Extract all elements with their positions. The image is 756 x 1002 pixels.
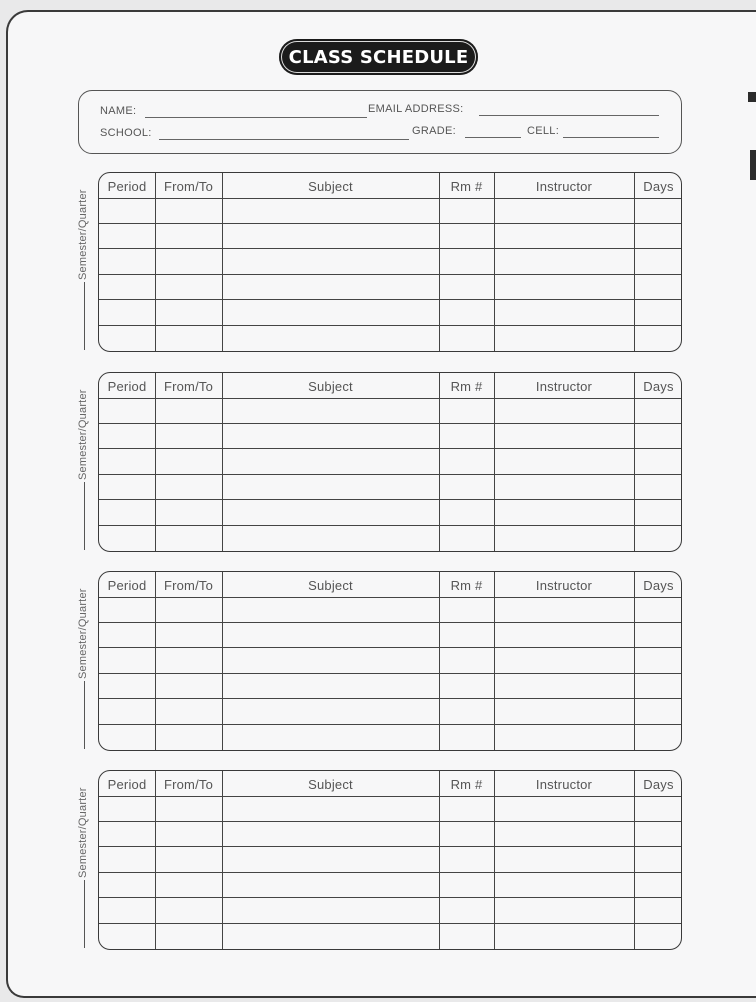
column-header: Period xyxy=(107,776,147,792)
schedule-cell[interactable] xyxy=(156,475,221,498)
schedule-cell[interactable] xyxy=(635,249,682,273)
schedule-cell[interactable] xyxy=(495,300,633,324)
term-label-text: Semester/Quarter xyxy=(77,189,89,280)
schedule-cell[interactable] xyxy=(495,847,633,871)
grade-field[interactable] xyxy=(465,137,521,138)
schedule-cell[interactable] xyxy=(223,500,438,524)
schedule-cell[interactable] xyxy=(495,475,633,498)
schedule-cell[interactable] xyxy=(495,648,633,672)
schedule-cell[interactable] xyxy=(495,449,633,473)
schedule-cell[interactable] xyxy=(495,797,633,820)
schedule-cell[interactable] xyxy=(100,623,154,646)
schedule-cell[interactable] xyxy=(635,449,682,473)
schedule-cell[interactable] xyxy=(495,725,633,749)
schedule-cell[interactable] xyxy=(440,399,493,422)
column-header: Subject xyxy=(308,776,353,792)
schedule-cell[interactable] xyxy=(156,873,221,896)
schedule-cell[interactable] xyxy=(440,224,493,247)
schedule-cell[interactable] xyxy=(223,526,438,550)
schedule-cell[interactable] xyxy=(156,326,221,350)
schedule-cell[interactable] xyxy=(635,898,682,922)
term-label-text: Semester/Quarter xyxy=(77,389,89,480)
schedule-cell[interactable] xyxy=(156,224,221,247)
schedule-table-4 xyxy=(98,770,682,950)
schedule-cell[interactable] xyxy=(223,924,438,948)
schedule-cell[interactable] xyxy=(635,475,682,498)
schedule-cell[interactable] xyxy=(156,648,221,672)
schedule-cell[interactable] xyxy=(100,249,154,273)
schedule-cell[interactable] xyxy=(100,924,154,948)
schedule-cell[interactable] xyxy=(156,526,221,550)
schedule-cell[interactable] xyxy=(635,424,682,447)
schedule-cell[interactable] xyxy=(156,300,221,324)
schedule-cell[interactable] xyxy=(495,199,633,222)
schedule-cell[interactable] xyxy=(440,598,493,621)
schedule-cell[interactable] xyxy=(223,847,438,871)
page-edge-mark xyxy=(748,92,756,102)
schedule-cell[interactable] xyxy=(223,300,438,324)
schedule-cell[interactable] xyxy=(156,623,221,646)
schedule-cell[interactable] xyxy=(100,399,154,422)
column-header: Instructor xyxy=(535,378,593,394)
schedule-cell[interactable] xyxy=(495,526,633,550)
schedule-cell[interactable] xyxy=(223,648,438,672)
schedule-cell[interactable] xyxy=(440,449,493,473)
column-header: Rm # xyxy=(450,577,483,593)
schedule-cell[interactable] xyxy=(156,699,221,723)
column-header: Period xyxy=(107,577,147,593)
column-header: Instructor xyxy=(535,178,593,194)
school-field[interactable] xyxy=(159,139,409,140)
schedule-cell[interactable] xyxy=(100,847,154,871)
schedule-cell[interactable] xyxy=(635,924,682,948)
student-info-box xyxy=(78,90,682,154)
schedule-cell[interactable] xyxy=(495,424,633,447)
term-label-text: Semester/Quarter xyxy=(77,588,89,679)
schedule-cell[interactable] xyxy=(440,526,493,550)
schedule-cell[interactable] xyxy=(100,648,154,672)
column-header: Instructor xyxy=(535,577,593,593)
schedule-cell[interactable] xyxy=(156,249,221,273)
schedule-cell[interactable] xyxy=(440,648,493,672)
schedule-cell[interactable] xyxy=(156,822,221,845)
schedule-cell[interactable] xyxy=(440,725,493,749)
schedule-cell[interactable] xyxy=(635,300,682,324)
schedule-cell[interactable] xyxy=(156,898,221,922)
schedule-cell[interactable] xyxy=(635,873,682,896)
schedule-cell[interactable] xyxy=(495,699,633,723)
schedule-cell[interactable] xyxy=(223,822,438,845)
schedule-cell[interactable] xyxy=(156,797,221,820)
name-field[interactable] xyxy=(145,117,367,118)
schedule-cell[interactable] xyxy=(635,199,682,222)
column-header: From/To xyxy=(163,178,214,194)
schedule-cell[interactable] xyxy=(635,847,682,871)
schedule-table-2 xyxy=(98,372,682,552)
schedule-cell[interactable] xyxy=(223,797,438,820)
schedule-cell[interactable] xyxy=(440,326,493,350)
schedule-cell[interactable] xyxy=(635,275,682,298)
schedule-cell[interactable] xyxy=(440,623,493,646)
schedule-cell[interactable] xyxy=(440,475,493,498)
page-edge-mark xyxy=(750,150,756,180)
schedule-cell[interactable] xyxy=(440,873,493,896)
school-label: SCHOOL: xyxy=(100,127,152,139)
schedule-cell[interactable] xyxy=(440,699,493,723)
column-header: Rm # xyxy=(450,378,483,394)
schedule-cell[interactable] xyxy=(223,399,438,422)
schedule-cell[interactable] xyxy=(156,674,221,697)
schedule-cell[interactable] xyxy=(440,199,493,222)
schedule-cell[interactable] xyxy=(100,898,154,922)
schedule-cell[interactable] xyxy=(100,224,154,247)
schedule-cell[interactable] xyxy=(223,725,438,749)
column-header: Days xyxy=(643,776,674,792)
schedule-cell[interactable] xyxy=(495,224,633,247)
schedule-cell[interactable] xyxy=(223,623,438,646)
column-header: Subject xyxy=(308,577,353,593)
schedule-cell[interactable] xyxy=(635,326,682,350)
schedule-cell[interactable] xyxy=(440,797,493,820)
column-header: Period xyxy=(107,178,147,194)
schedule-cell[interactable] xyxy=(223,275,438,298)
schedule-cell[interactable] xyxy=(440,275,493,298)
schedule-cell[interactable] xyxy=(223,898,438,922)
schedule-cell[interactable] xyxy=(440,822,493,845)
schedule-cell[interactable] xyxy=(440,924,493,948)
schedule-cell[interactable] xyxy=(495,326,633,350)
schedule-cell[interactable] xyxy=(440,674,493,697)
schedule-table-3 xyxy=(98,571,682,751)
schedule-cell[interactable] xyxy=(100,300,154,324)
column-header: From/To xyxy=(163,577,214,593)
column-header: Subject xyxy=(308,378,353,394)
schedule-cell[interactable] xyxy=(495,822,633,845)
schedule-cell[interactable] xyxy=(156,424,221,447)
name-label: NAME: xyxy=(100,105,137,117)
schedule-cell[interactable] xyxy=(100,699,154,723)
schedule-cell[interactable] xyxy=(156,399,221,422)
column-header: Subject xyxy=(308,178,353,194)
schedule-cell[interactable] xyxy=(100,500,154,524)
schedule-cell[interactable] xyxy=(635,725,682,749)
term-write-line[interactable] xyxy=(84,681,85,749)
schedule-cell[interactable] xyxy=(440,300,493,324)
schedule-cell[interactable] xyxy=(223,424,438,447)
schedule-cell[interactable] xyxy=(223,249,438,273)
schedule-cell[interactable] xyxy=(635,674,682,697)
schedule-cell[interactable] xyxy=(100,822,154,845)
schedule-cell[interactable] xyxy=(635,500,682,524)
schedule-cell[interactable] xyxy=(635,648,682,672)
schedule-cell[interactable] xyxy=(100,275,154,298)
term-write-line[interactable] xyxy=(84,482,85,550)
schedule-cell[interactable] xyxy=(156,275,221,298)
schedule-cell[interactable] xyxy=(100,526,154,550)
schedule-cell[interactable] xyxy=(223,475,438,498)
schedule-cell[interactable] xyxy=(495,898,633,922)
term-write-line[interactable] xyxy=(84,282,85,350)
schedule-cell[interactable] xyxy=(495,598,633,621)
schedule-table-1 xyxy=(98,172,682,352)
schedule-cell[interactable] xyxy=(440,898,493,922)
schedule-cell[interactable] xyxy=(156,847,221,871)
schedule-cell[interactable] xyxy=(495,500,633,524)
schedule-cell[interactable] xyxy=(495,873,633,896)
schedule-cell[interactable] xyxy=(156,598,221,621)
schedule-cell[interactable] xyxy=(440,424,493,447)
schedule-cell[interactable] xyxy=(100,674,154,697)
column-header: Days xyxy=(643,577,674,593)
schedule-cell[interactable] xyxy=(635,399,682,422)
schedule-cell[interactable] xyxy=(100,199,154,222)
schedule-cell[interactable] xyxy=(100,797,154,820)
schedule-cell[interactable] xyxy=(223,224,438,247)
schedule-cell[interactable] xyxy=(100,598,154,621)
cell-label: CELL: xyxy=(527,125,560,137)
schedule-cell[interactable] xyxy=(495,674,633,697)
schedule-cell[interactable] xyxy=(223,598,438,621)
schedule-cell[interactable] xyxy=(156,725,221,749)
schedule-cell[interactable] xyxy=(156,500,221,524)
schedule-cell[interactable] xyxy=(156,924,221,948)
schedule-cell[interactable] xyxy=(635,797,682,820)
page-title: CLASS SCHEDULE xyxy=(279,39,478,75)
cell-field[interactable] xyxy=(563,137,659,138)
schedule-cell[interactable] xyxy=(440,847,493,871)
column-header: From/To xyxy=(163,378,214,394)
email-field[interactable] xyxy=(479,115,659,116)
column-header: Period xyxy=(107,378,147,394)
schedule-cell[interactable] xyxy=(100,326,154,350)
column-header: From/To xyxy=(163,776,214,792)
schedule-cell[interactable] xyxy=(495,924,633,948)
schedule-cell[interactable] xyxy=(156,199,221,222)
schedule-cell[interactable] xyxy=(495,249,633,273)
schedule-cell[interactable] xyxy=(100,424,154,447)
schedule-cell[interactable] xyxy=(495,399,633,422)
schedule-cell[interactable] xyxy=(223,449,438,473)
schedule-cell[interactable] xyxy=(635,526,682,550)
schedule-cell[interactable] xyxy=(495,275,633,298)
schedule-cell[interactable] xyxy=(440,249,493,273)
schedule-cell[interactable] xyxy=(635,699,682,723)
column-header: Instructor xyxy=(535,776,593,792)
schedule-cell[interactable] xyxy=(223,199,438,222)
schedule-cell[interactable] xyxy=(223,674,438,697)
schedule-cell[interactable] xyxy=(100,725,154,749)
schedule-cell[interactable] xyxy=(156,449,221,473)
column-header: Days xyxy=(643,378,674,394)
grade-label: GRADE: xyxy=(412,125,456,137)
schedule-cell[interactable] xyxy=(635,598,682,621)
schedule-cell[interactable] xyxy=(635,822,682,845)
schedule-cell[interactable] xyxy=(223,699,438,723)
column-header: Rm # xyxy=(450,776,483,792)
term-write-line[interactable] xyxy=(84,880,85,948)
schedule-cell[interactable] xyxy=(100,475,154,498)
email-label: EMAIL ADDRESS: xyxy=(368,103,464,115)
term-label-text: Semester/Quarter xyxy=(77,787,89,878)
schedule-cell[interactable] xyxy=(495,623,633,646)
column-header: Rm # xyxy=(450,178,483,194)
schedule-cell[interactable] xyxy=(635,224,682,247)
schedule-cell[interactable] xyxy=(440,500,493,524)
schedule-cell[interactable] xyxy=(100,449,154,473)
column-header: Days xyxy=(643,178,674,194)
schedule-cell[interactable] xyxy=(100,873,154,896)
schedule-cell[interactable] xyxy=(635,623,682,646)
schedule-cell[interactable] xyxy=(223,873,438,896)
schedule-cell[interactable] xyxy=(223,326,438,350)
